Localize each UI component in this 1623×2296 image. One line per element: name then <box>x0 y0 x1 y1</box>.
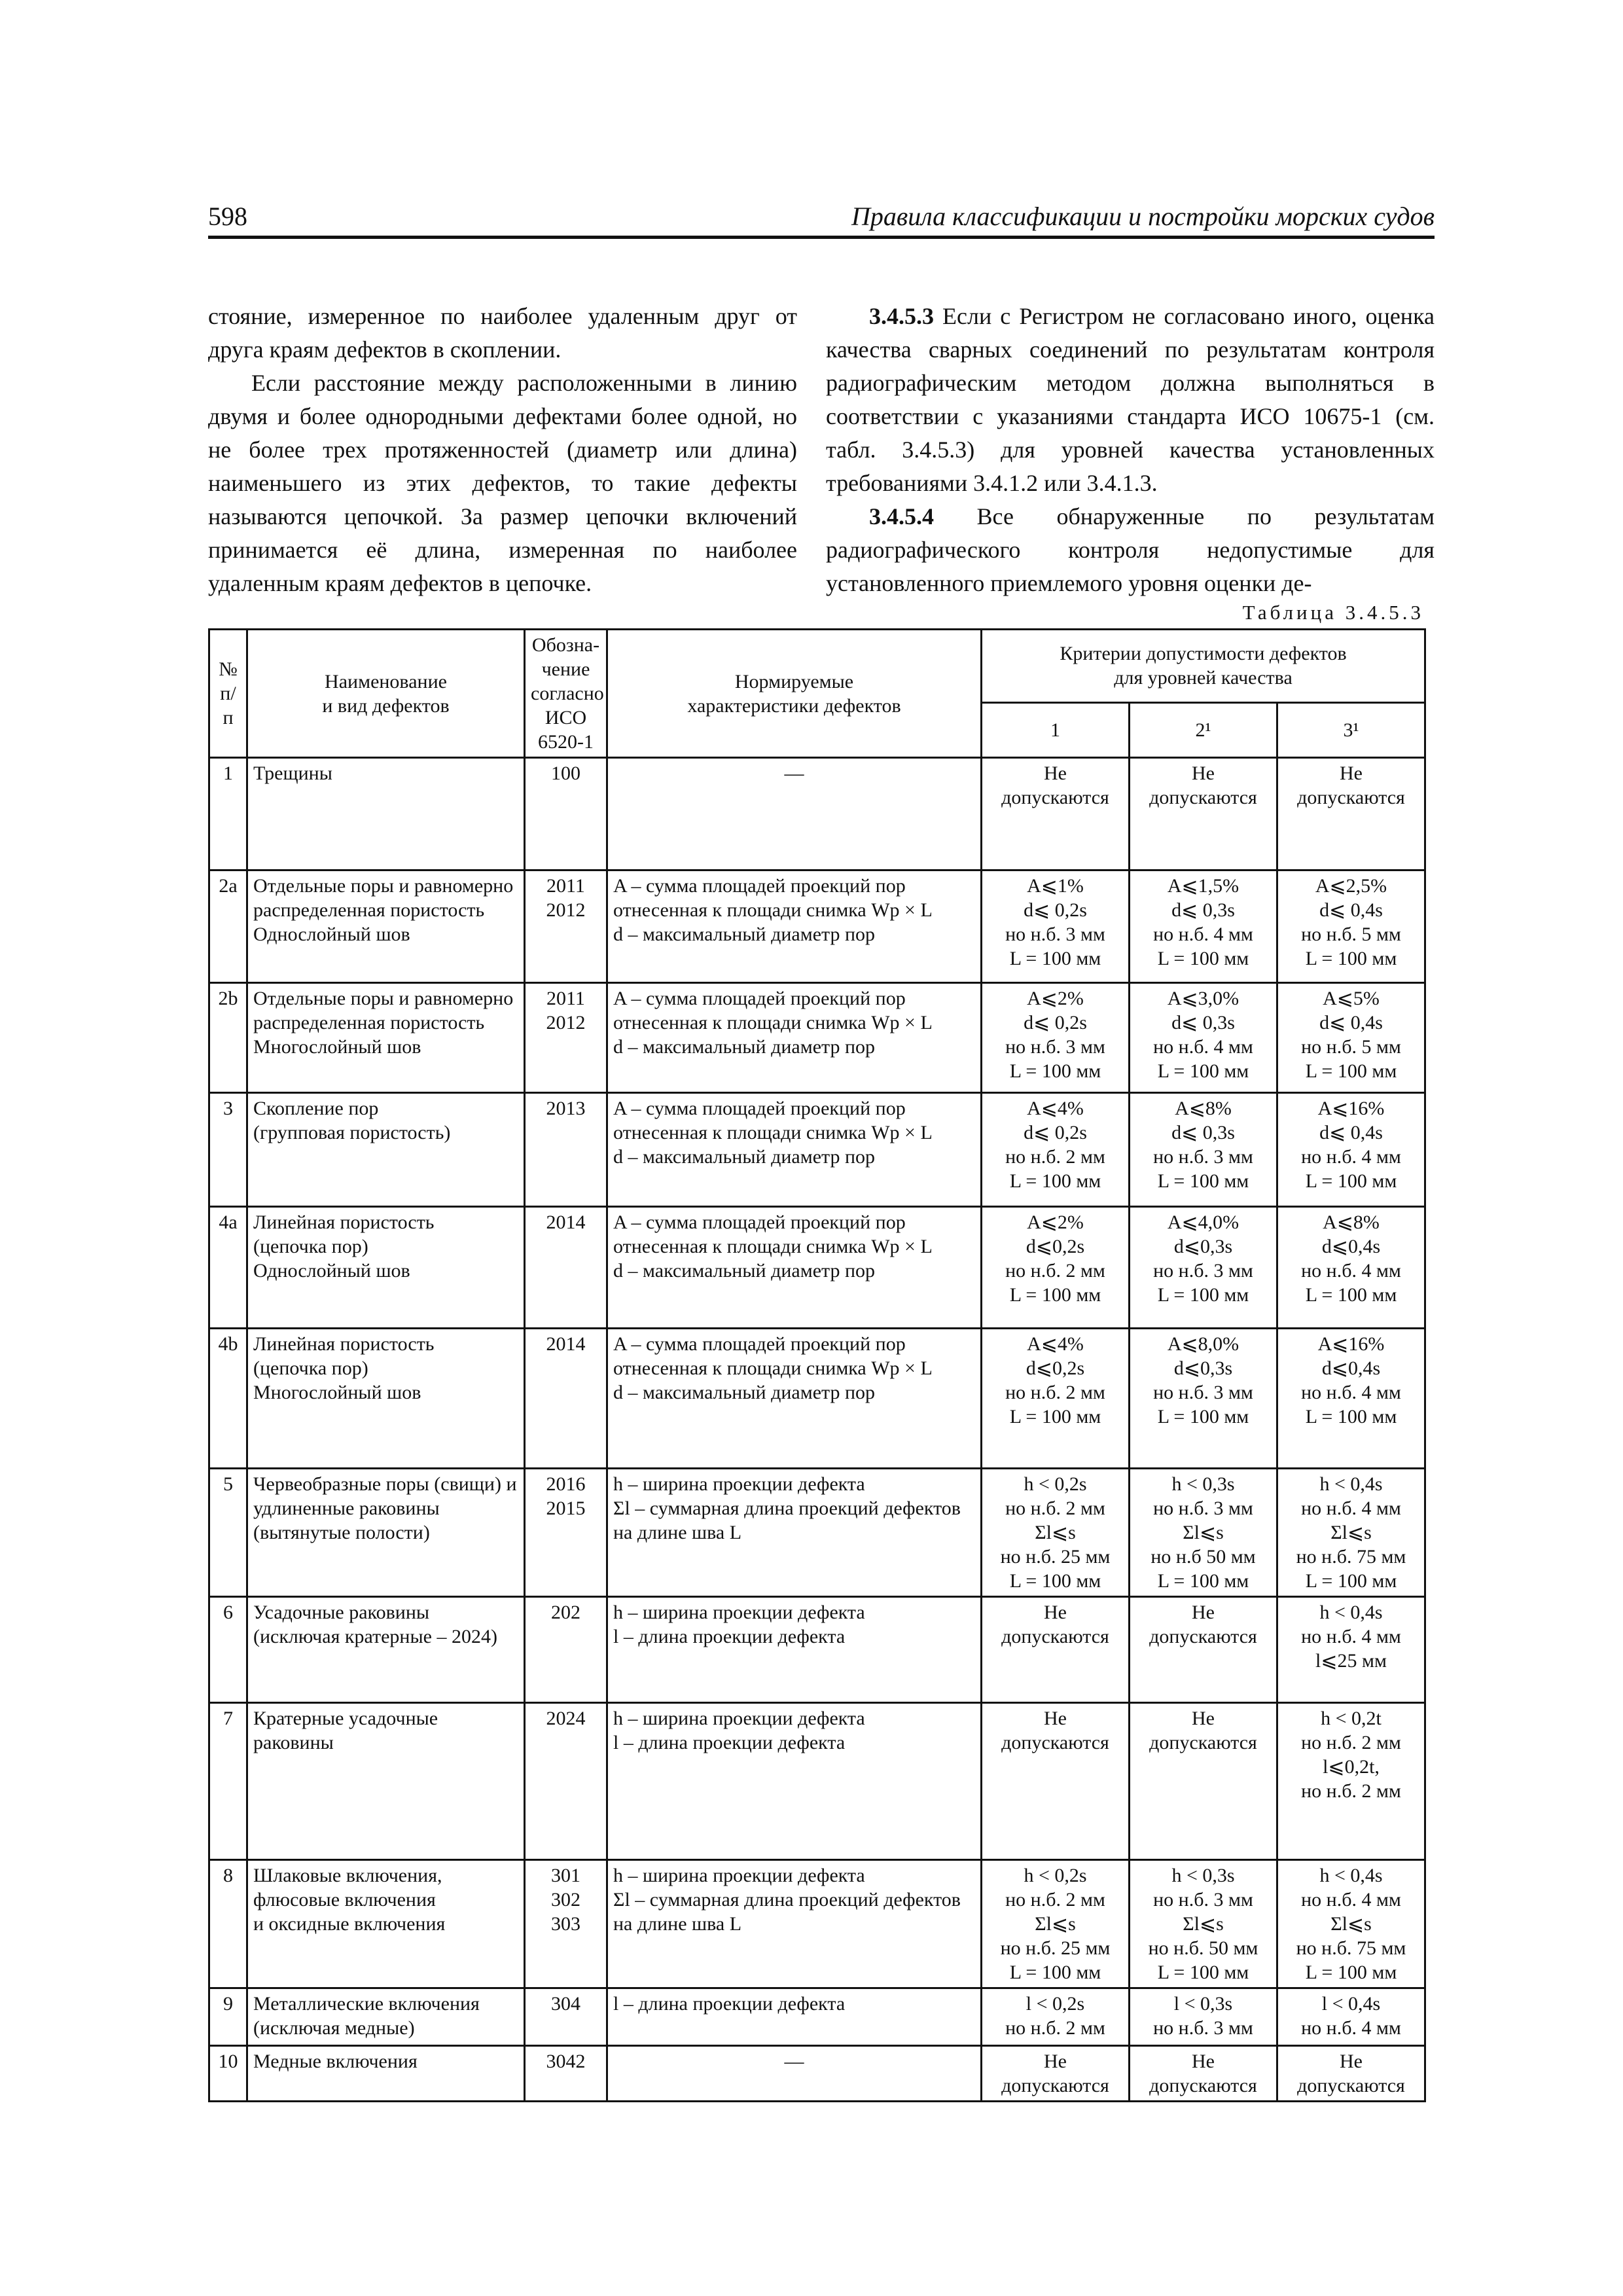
header-criteria: Критерии допустимости дефектов для уровней качества <box>982 630 1425 703</box>
table-row <box>209 2046 1425 2102</box>
cell-level-1: h < 0,2s но н.б. 2 мм Σl⩽s но н.б. 25 мм L = 100 мм <box>982 1860 1130 1988</box>
defects-table <box>208 628 1426 2102</box>
page-number: 598 <box>208 202 247 231</box>
cell-level-3: h < 0,4s но н.б. 4 мм Σl⩽s но н.б. 75 мм L = 100 мм <box>1277 1860 1425 1988</box>
right-text-column <box>826 300 1435 600</box>
cell-defect-name: Червеобразные поры (свищи) и удлиненные раковины (вытянутые полости) <box>247 1469 525 1597</box>
cell-level-3: Не допускаются <box>1277 758 1425 870</box>
cell-level-2: Не допускаются <box>1130 1703 1277 1860</box>
cell-level-2: A⩽4,0% d⩽0,3s но н.б. 3 мм L = 100 мм <box>1130 1207 1277 1329</box>
cell-level-3: A⩽2,5% d⩽ 0,4s но н.б. 5 мм L = 100 мм <box>1277 870 1425 983</box>
cell-iso-code: 2016 2015 <box>525 1469 607 1597</box>
header-name: Наименование и вид дефектов <box>247 630 525 758</box>
section-number-3-4-5-3: 3.4.5.3 <box>869 303 934 329</box>
cell-characteristics: h – ширина проекции дефекта l – длина проекции дефекта <box>607 1597 982 1703</box>
cell-level-2: l < 0,3s но н.б. 3 мм <box>1130 1988 1277 2046</box>
cell-characteristics: A – сумма площадей проекций пор отнесенная к площади снимка Wp × L d – максимальный диаметр пор <box>607 870 982 983</box>
table-row <box>209 1860 1425 1988</box>
cell-level-3: A⩽16% d⩽0,4s но н.б. 4 мм L = 100 мм <box>1277 1329 1425 1469</box>
right-paragraph-1-text: Если с Регистром не согласовано иного, оценка качества сварных соединений по результатам контроля радиографическим методом должна выполняться в соответствии с указаниями стандарта ИСО 10675-1 (см. табл. 3.4.5.3) для уровней качества установленных требованиями 3.4.1.2 или 3.4.1.3. <box>826 303 1435 496</box>
cell-level-3: h < 0,2t но н.б. 2 мм l⩽0,2t, но н.б. 2 мм <box>1277 1703 1425 1860</box>
right-paragraph-2 <box>826 500 1435 600</box>
cell-characteristics: l – длина проекции дефекта <box>607 1988 982 2046</box>
left-paragraph-1: стояние, измеренное по наиболее удаленным друг от друга краям дефектов в скоплении. <box>208 303 797 363</box>
cell-no: 6 <box>209 1597 247 1703</box>
cell-level-3: A⩽8% d⩽0,4s но н.б. 4 мм L = 100 мм <box>1277 1207 1425 1329</box>
table-row <box>209 1988 1425 2046</box>
cell-defect-name: Медные включения <box>247 2046 525 2102</box>
cell-iso-code: 3042 <box>525 2046 607 2102</box>
table-row <box>209 870 1425 983</box>
cell-no: 4b <box>209 1329 247 1469</box>
cell-no: 9 <box>209 1988 247 2046</box>
table-row <box>209 758 1425 870</box>
running-title: Правила классификации и постройки морских судов <box>851 202 1435 231</box>
cell-level-1: A⩽2% d⩽ 0,2s но н.б. 3 мм L = 100 мм <box>982 983 1130 1093</box>
cell-iso-code: 2011 2012 <box>525 870 607 983</box>
header-code: Обозна- чение согласно ИСО 6520-1 <box>525 630 607 758</box>
cell-defect-name: Линейная пористость (цепочка пор) Однослойный шов <box>247 1207 525 1329</box>
cell-iso-code: 2024 <box>525 1703 607 1860</box>
cell-characteristics: h – ширина проекции дефекта l – длина проекции дефекта <box>607 1703 982 1860</box>
cell-no: 4а <box>209 1207 247 1329</box>
cell-level-1: A⩽4% d⩽ 0,2s но н.б. 2 мм L = 100 мм <box>982 1093 1130 1207</box>
cell-defect-name: Трещины <box>247 758 525 870</box>
cell-level-2: Не допускаются <box>1130 2046 1277 2102</box>
table-row <box>209 1207 1425 1329</box>
cell-no: 2а <box>209 870 247 983</box>
page-header <box>208 196 1435 239</box>
header-level-3: 3¹ <box>1277 702 1425 757</box>
cell-level-2: A⩽3,0% d⩽ 0,3s но н.б. 4 мм L = 100 мм <box>1130 983 1277 1093</box>
cell-iso-code: 2011 2012 <box>525 983 607 1093</box>
cell-no: 3 <box>209 1093 247 1207</box>
table-row <box>209 1093 1425 1207</box>
cell-level-1: h < 0,2s но н.б. 2 мм Σl⩽s но н.б. 25 мм L = 100 мм <box>982 1469 1130 1597</box>
cell-level-2: A⩽1,5% d⩽ 0,3s но н.б. 4 мм L = 100 мм <box>1130 870 1277 983</box>
right-paragraph-1 <box>826 300 1435 500</box>
cell-iso-code: 2014 <box>525 1329 607 1469</box>
cell-level-1: Не допускаются <box>982 2046 1130 2102</box>
cell-characteristics: — <box>607 758 982 870</box>
cell-level-2: h < 0,3s но н.б. 3 мм Σl⩽s но н.б 50 мм L = 100 мм <box>1130 1469 1277 1597</box>
cell-level-1: l < 0,2s но н.б. 2 мм <box>982 1988 1130 2046</box>
cell-level-1: Не допускаются <box>982 758 1130 870</box>
cell-no: 8 <box>209 1860 247 1988</box>
cell-level-3: A⩽5% d⩽ 0,4s но н.б. 5 мм L = 100 мм <box>1277 983 1425 1093</box>
cell-defect-name: Металлические включения (исключая медные) <box>247 1988 525 2046</box>
table-row <box>209 983 1425 1093</box>
cell-level-3: h < 0,4s но н.б. 4 мм l⩽25 мм <box>1277 1597 1425 1703</box>
table-row <box>209 1329 1425 1469</box>
cell-level-2: A⩽8,0% d⩽0,3s но н.б. 3 мм L = 100 мм <box>1130 1329 1277 1469</box>
cell-characteristics: h – ширина проекции дефекта Σl – суммарная длина проекций дефектов на длине шва L <box>607 1860 982 1988</box>
cell-level-2: Не допускаются <box>1130 758 1277 870</box>
cell-iso-code: 202 <box>525 1597 607 1703</box>
cell-iso-code: 100 <box>525 758 607 870</box>
cell-level-2: A⩽8% d⩽ 0,3s но н.б. 3 мм L = 100 мм <box>1130 1093 1277 1207</box>
cell-level-3: Не допускаются <box>1277 2046 1425 2102</box>
right-paragraph-2-text: Все обнаруженные по результатам радиографического контроля недопустимые для установленного приемлемого уровня оценки де- <box>826 503 1435 596</box>
cell-defect-name: Линейная пористость (цепочка пор) Многослойный шов <box>247 1329 525 1469</box>
cell-level-2: Не допускаются <box>1130 1597 1277 1703</box>
cell-characteristics: A – сумма площадей проекций пор отнесенная к площади снимка Wp × L d – максимальный диаметр пор <box>607 983 982 1093</box>
cell-iso-code: 2014 <box>525 1207 607 1329</box>
cell-level-1: A⩽4% d⩽0,2s но н.б. 2 мм L = 100 мм <box>982 1329 1130 1469</box>
header-no: № п/п <box>209 630 247 758</box>
left-text-column <box>208 300 797 600</box>
cell-defect-name: Отдельные поры и равномерно распределенная пористость Многослойный шов <box>247 983 525 1093</box>
cell-level-1: Не допускаются <box>982 1703 1130 1860</box>
header-level-1: 1 <box>982 702 1130 757</box>
cell-characteristics: A – сумма площадей проекций пор отнесенная к площади снимка Wp × L d – максимальный диаметр пор <box>607 1093 982 1207</box>
cell-level-1: Не допускаются <box>982 1597 1130 1703</box>
cell-level-2: h < 0,3s но н.б. 3 мм Σl⩽s но н.б. 50 мм L = 100 мм <box>1130 1860 1277 1988</box>
section-number-3-4-5-4: 3.4.5.4 <box>869 503 934 529</box>
cell-characteristics: A – сумма площадей проекций пор отнесенная к площади снимка Wp × L d – максимальный диаметр пор <box>607 1329 982 1469</box>
cell-iso-code: 2013 <box>525 1093 607 1207</box>
cell-level-3: l < 0,4s но н.б. 4 мм <box>1277 1988 1425 2046</box>
cell-iso-code: 304 <box>525 1988 607 2046</box>
cell-characteristics: h – ширина проекции дефекта Σl – суммарная длина проекций дефектов на длине шва L <box>607 1469 982 1597</box>
cell-defect-name: Отдельные поры и равномерно распределенная пористость Однослойный шов <box>247 870 525 983</box>
cell-level-1: A⩽1% d⩽ 0,2s но н.б. 3 мм L = 100 мм <box>982 870 1130 983</box>
cell-iso-code: 301 302 303 <box>525 1860 607 1988</box>
cell-no: 2b <box>209 983 247 1093</box>
cell-level-3: A⩽16% d⩽ 0,4s но н.б. 4 мм L = 100 мм <box>1277 1093 1425 1207</box>
table-row <box>209 1597 1425 1703</box>
cell-characteristics: — <box>607 2046 982 2102</box>
cell-no: 1 <box>209 758 247 870</box>
cell-defect-name: Скопление пор (групповая пористость) <box>247 1093 525 1207</box>
cell-level-1: A⩽2% d⩽0,2s но н.б. 2 мм L = 100 мм <box>982 1207 1130 1329</box>
table-header-row <box>209 630 1425 703</box>
cell-level-3: h < 0,4s но н.б. 4 мм Σl⩽s но н.б. 75 мм L = 100 мм <box>1277 1469 1425 1597</box>
left-paragraph-2: Если расстояние между расположенными в линию двумя и более однородными дефектами более одной, но не более трех протяженностей (диаметр или длина) наименьшего из этих дефектов, то такие дефекты называются цепочкой. За размер цепочки включений принимается её длина, измеренная по наиболее удаленным краям дефектов в цепочке. <box>208 370 797 596</box>
table-row <box>209 1703 1425 1860</box>
cell-defect-name: Усадочные раковины (исключая кратерные – 2024) <box>247 1597 525 1703</box>
cell-characteristics: A – сумма площадей проекций пор отнесенная к площади снимка Wp × L d – максимальный диаметр пор <box>607 1207 982 1329</box>
cell-defect-name: Кратерные усадочные раковины <box>247 1703 525 1860</box>
cell-no: 7 <box>209 1703 247 1860</box>
table-row <box>209 1469 1425 1597</box>
cell-no: 5 <box>209 1469 247 1597</box>
header-level-2: 2¹ <box>1130 702 1277 757</box>
cell-no: 10 <box>209 2046 247 2102</box>
cell-defect-name: Шлаковые включения, флюсовые включения и оксидные включения <box>247 1860 525 1988</box>
table-caption: Таблица 3.4.5.3 <box>1242 601 1424 624</box>
header-characteristics: Нормируемые характеристики дефектов <box>607 630 982 758</box>
